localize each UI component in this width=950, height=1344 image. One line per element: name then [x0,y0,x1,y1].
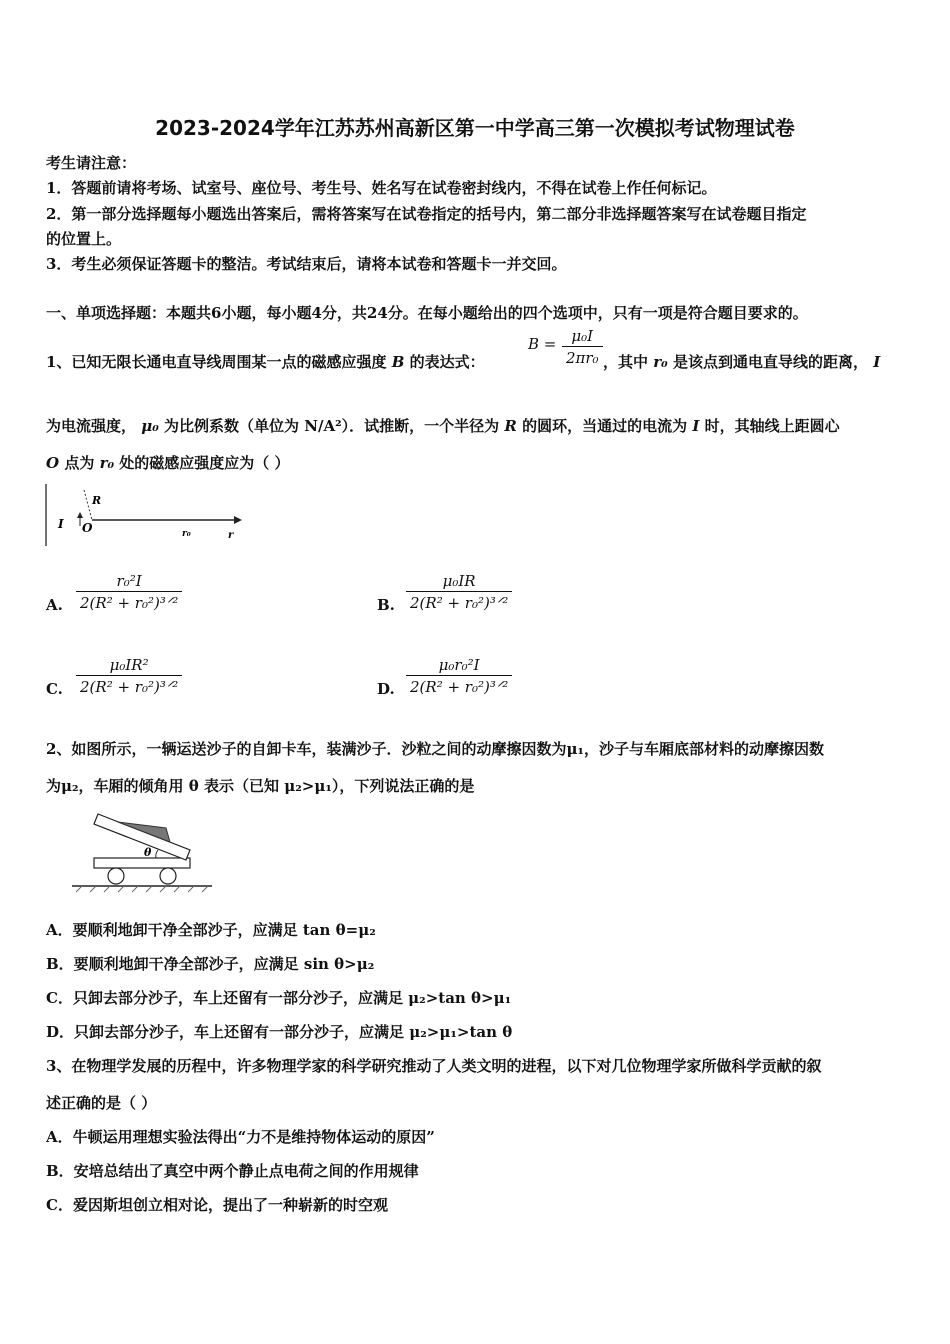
q1-option-c[interactable] [76,656,182,696]
q1-figure [44,482,244,548]
q1-option-a-label: A. [46,596,63,614]
q1-text-e: 为电流强度， [46,417,137,435]
q1-option-b-den: 2(R² + r₀²)³ᐟ² [406,591,512,612]
q2-option-a[interactable]: A．要顺利地卸干净全部沙子，应满足 tan θ=μ₂ [46,921,376,939]
q1-line3 [46,452,290,473]
fig1-label-r0: r₀ [182,529,191,539]
q1-option-d-label: D. [377,680,395,698]
q1-text-j: 处的磁感应强度应为（ ） [119,454,290,472]
q1-formula-num: μ₀I [571,327,594,345]
q2-line2: 为μ₂，车厢的倾角用 θ 表示（已知 μ₂>μ₁），下列说法正确的是 [46,777,475,795]
q1-option-d-den: 2(R² + r₀²)³ᐟ² [406,675,512,696]
q1-var-i2: I [692,417,700,435]
fig1-label-o: O [82,521,93,535]
q1-formula [528,327,603,367]
fig1-label-r-axis: r [228,530,234,541]
notice-item-2: 2．第一部分选择题每小题选出答案后，需将答案写在试卷指定的括号内，第二部分非选择题答案写在试卷题目指定 [46,205,807,223]
q1-option-a[interactable] [76,572,182,612]
notice-item-2-cont: 的位置上。 [46,230,122,248]
q2-line1: 2、如图所示，一辆运送沙子的自卸卡车，装满沙子．沙粒之间的动摩擦因数为μ₁，沙子与车厢底部材料的动摩擦因数 [46,740,824,758]
q1-option-c-label: C. [46,680,63,698]
q1-option-a-frac [76,572,182,612]
q1-option-b[interactable] [406,572,512,612]
q1-text-g: 的圆环，当通过的电流为 [522,417,688,435]
q1-option-d-num: μ₀r₀²I [438,656,480,674]
q3-line2: 述正确的是（ ） [46,1094,157,1112]
q2-figure-theta: θ [144,846,152,859]
q1-line1 [46,351,485,372]
fig1-label-i: I [58,517,64,531]
notice-heading: 考生请注意： [46,154,137,172]
fig1-label-r: R [92,494,102,507]
q2-option-d[interactable]: D．只卸去部分沙子，车上还留有一部分沙子，应满足 μ₂>μ₁>tan θ [46,1023,513,1041]
q1-var-o: O [46,454,60,472]
q1-option-c-den: 2(R² + r₀²)³ᐟ² [76,675,182,696]
q1-option-c-frac [76,656,182,696]
notice-item-3: 3．考生必须保证答题卡的整洁。考试结束后，请将本试卷和答题卡一并交回。 [46,255,567,273]
q1-option-d[interactable] [406,656,512,696]
q1-option-a-num: r₀²I [116,572,142,590]
q1-text-a: 1、已知无限长通电直导线周围某一点的磁感应强度 [46,353,387,371]
q1-var-r: R [504,417,517,435]
q3-option-c[interactable]: C．爱因斯坦创立相对论，提出了一种崭新的时空观 [46,1196,388,1214]
q1-text-c: ，其中 [603,353,649,371]
q1-text-f: 为比例系数（单位为 N/A²）．试推断，一个半径为 [164,417,500,435]
q1-var-r0: r₀ [653,353,668,371]
q1-option-b-num: μ₀IR [442,572,476,590]
q1-text-h: 时，其轴线上距圆心 [704,417,840,435]
q1-var-r0b: r₀ [99,454,115,472]
q1-line2 [46,415,840,436]
q1-option-b-label: B. [377,596,395,614]
q3-option-a[interactable]: A．牛顿运用理想实验法得出“力不是维持物体运动的原因” [46,1128,435,1146]
q1-var-i: I [873,353,881,371]
section-heading: 一、单项选择题：本题共6小题，每小题4分，共24分。在每小题给出的四个选项中，只有一项是符合题目要求的。 [46,304,808,322]
q1-var-mu0: μ₀ [141,417,159,435]
page-title: 2023-2024学年江苏苏州高新区第一中学高三第一次模拟考试物理试卷 [155,116,795,140]
notice-item-1: 1．答题前请将考场、试室号、座位号、考生号、姓名写在试卷密封线内，不得在试卷上作任何标记。 [46,179,717,197]
q2-figure [70,806,220,896]
q1-formula-frac [562,327,603,367]
q2-option-b[interactable]: B．要顺利地卸干净全部沙子，应满足 sin θ>μ₂ [46,955,375,973]
q2-option-c[interactable]: C．只卸去部分沙子，车上还留有一部分沙子，应满足 μ₂>tan θ>μ₁ [46,989,512,1007]
q1-option-a-den: 2(R² + r₀²)³ᐟ² [76,591,182,612]
q1-text-b: 的表达式： [409,353,485,371]
q3-option-b[interactable]: B．安培总结出了真空中两个静止点电荷之间的作用规律 [46,1162,419,1180]
q1-text-i: 点为 [64,454,95,472]
q1-option-c-num: μ₀IR² [109,656,149,674]
q1-line1-tail [603,351,880,372]
q1-option-b-frac [406,572,512,612]
q3-line1: 3、在物理学发展的历程中，许多物理学家的科学研究推动了人类文明的进程，以下对几位物理学家所做科学贡献的叙 [46,1057,822,1075]
q1-var-b: B [391,353,405,371]
q1-formula-den: 2πr₀ [562,346,603,367]
q1-formula-lhs: B = [528,335,557,353]
q1-text-d: 是该点到通电直导线的距离， [672,353,868,371]
q1-option-d-frac [406,656,512,696]
